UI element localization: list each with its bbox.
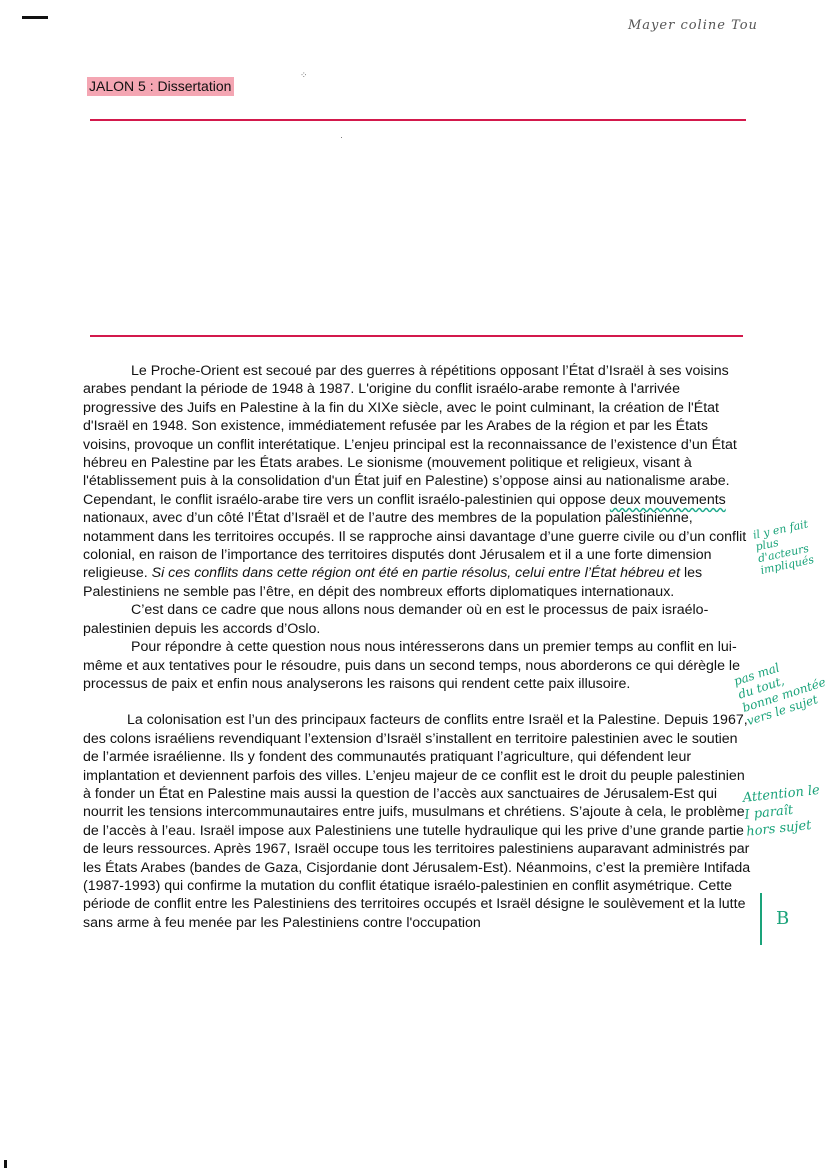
intro-text: Le Proche-Orient est secoué par des guerres à répétitions opposant l’État d’Israël à ses voisins arabes pendant la période de 1948 à 1987. L'origine du conflit israélo-arabe remonte à l'arrivée progressive des Juifs en Palestine à la fin du XIXe siècle, avec le point culminant, la création de l'État d'Israël en 1948. Son existence, immédiatement refusée par les Arabes de la région et par les États voisins, provoque un conflit interétatique. L’enjeu principal est la reconnaissance de l’existence d’un État hébreu en Palestine par les États arabes. Le sionisme (mouvement politique et religieux, visant à l'établissement puis à la consolidation d'un État juif en Palestine) s’oppose ainsi au nationalisme arabe. Cependant, le conflit israélo-arabe tire vers un conflit israélo-palestinien qui oppose xyxy=(83,363,737,508)
essay-body xyxy=(83,362,753,932)
student-name: Mayer coline Tou xyxy=(628,18,758,33)
corner-scan-mark xyxy=(22,16,48,19)
margin-mark-bar xyxy=(760,893,762,945)
intro-text: les Palestiniens ne semble pas l’être, en dépit des nombreux efforts diplomatiques internationaux. xyxy=(83,565,703,600)
teacher-note-1: il y en fait plus d'acteurs impliqués xyxy=(751,517,816,577)
intro-text: nationaux, avec d’un côté l’État d’Israël et de l’autre des membres de la population palestinienne, notamment dans les territoires occupés. Il se rapproche ainsi davantage d’une guerre civile ou d’un conflit colonial, en raison de l’importance des territoires disputés dont Jérusalem et il a une forte dimension religieuse. xyxy=(83,510,747,582)
page-title: JALON 5 : Dissertation xyxy=(87,77,234,96)
intro-paragraph-1 xyxy=(83,362,753,601)
intro-paragraph-2: C’est dans ce cadre que nous allons nous demander où en est le processus de paix israélo-palestinien depuis les accords d’Oslo. xyxy=(83,602,709,637)
italic-phrase: Si ces conflits dans cette région ont été en partie résolus, celui entre l’État hébreu et xyxy=(151,565,681,582)
header-rule-bottom xyxy=(90,335,743,337)
teacher-note-3: Attention le I paraît hors sujet xyxy=(742,782,821,840)
teacher-note-2: pas mal du tout, bonne montée vers le sujet xyxy=(732,660,828,729)
scan-speck: ⁘ xyxy=(300,70,308,80)
header-rule-top xyxy=(90,119,746,121)
scan-speck: · xyxy=(340,132,343,142)
body-paragraph-1: La colonisation est l’un des principaux facteurs de conflits entre Israël et la Palestine. Depuis 1967, des colons israéliens revendiquant l’extension d’Israël s’installent en territoire palestinien avec le soutien de l’armée israélienne. Ils y fondent des communautés pratiquant l’agriculture, qui défendent leur implantation et deviennent parfois des villes. L’enjeu majeur de ce conflit est le droit du peuple palestinien à fonder un État en Palestine mais aussi la question de l’accès aux sanctuaires de Jérusalem-Est qui nourrit les tensions intercommunautaires entre juifs, musulmans et chrétiens. S’ajoute à cela, le problème de l’accès à l’eau. Israël impose aux Palestiniens une tutelle hydraulique qui les prive d’une grande partie de leurs ressources. Après 1967, Israël occupe tous les territoires palestiniens auparavant administrés par les États Arabes (bandes de Gaza, Cisjordanie dont Jérusalem-Est). Néanmoins, c’est la première Intifada (1987-1993) qui confirme la mutation du conflit étatique israélo-palestinien en conflit asymétrique. Cette période de conflit entre les Palestiniens des territoires occupés et Israël désigne le soulèvement et la lutte sans arme à feu menée par les Palestiniens contre l'occupation xyxy=(83,712,751,931)
underlined-phrase: deux mouvements xyxy=(609,491,726,508)
intro-paragraph-3: Pour répondre à cette question nous nous intéresserons dans un premier temps au conflit en lui-même et aux tentatives pour le résoudre, puis dans un second temps, nous aborderons ce qui dérègle le processus de paix et enfin nous analyserons les raisons qui rendent cette paix illusoire. xyxy=(83,639,740,692)
bottom-scan-mark xyxy=(4,1160,7,1168)
grade-mark: B xyxy=(776,908,790,929)
